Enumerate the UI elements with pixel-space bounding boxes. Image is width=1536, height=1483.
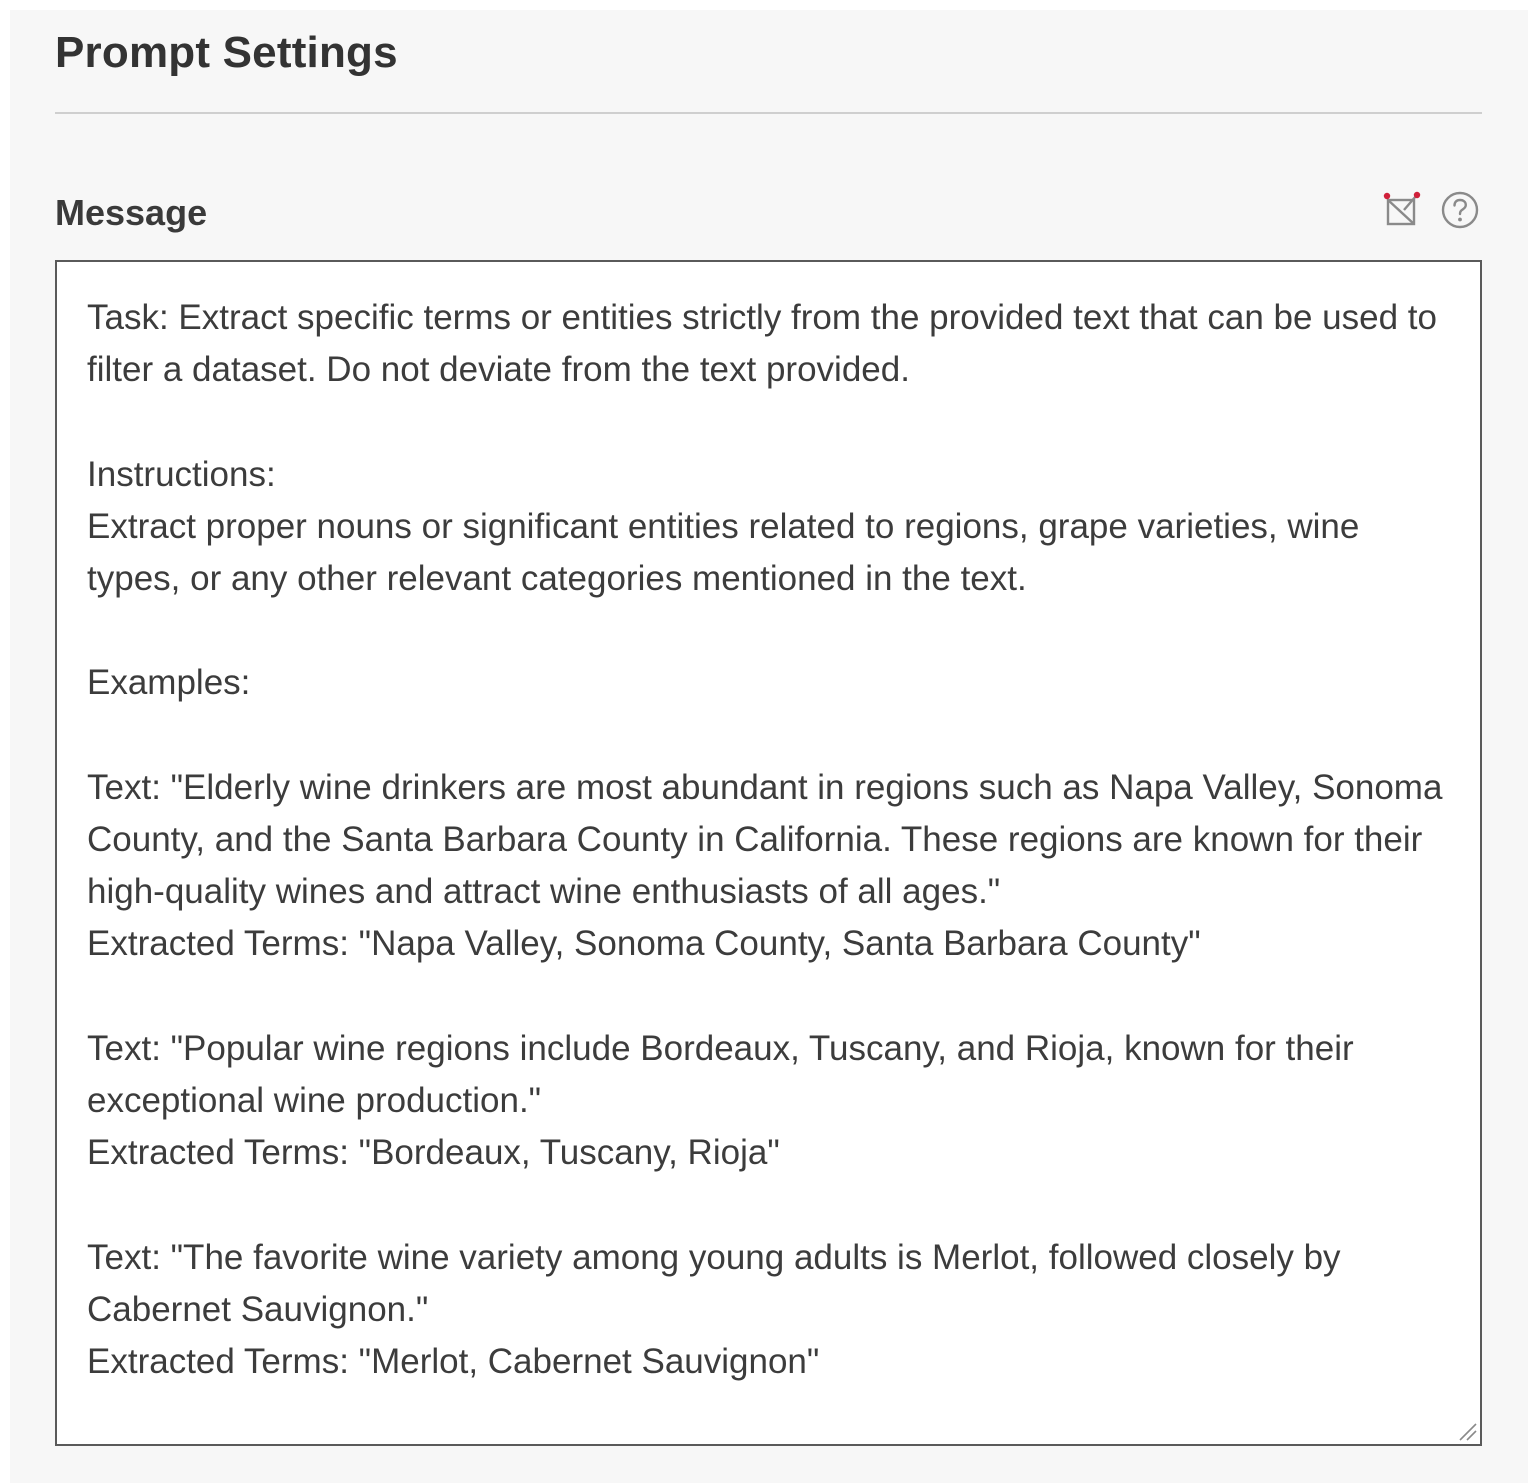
message-text[interactable]: Task: Extract specific terms or entities strictly from the provided text that can be used to filter a dataset. Do not deviate from the text provided. Instructions: Extract proper nouns or significant entities related to regions, grape varieties, wine types, or any other relevant categories mentioned in the text. Examples: Text: "Elderly wine drinkers are most abundant in regions such as Napa Valley, Sonoma County, and the Santa Barbara County in California. These regions are known for their high-quality wines and attract wine enthusiasts of all ages." Extracted Terms: "Napa Valley, Sonoma County, Santa Barbara County" Text: "Popular wine regions include Bordeaux, Tuscany, and Rioja, known for their exceptional wine production." Extracted Terms: "Bordeaux, Tuscany, Rioja" Text: "The favorite wine variety among young adults is Merlot, followed closely by Cabernet Sauvignon." Extracted Terms: "Merlot, Cabernet Sauvignon" — [87, 298, 1443, 1382]
help-icon[interactable] — [1440, 190, 1480, 230]
panel-title: Prompt Settings — [55, 28, 398, 77]
prompt-settings-panel — [10, 10, 1528, 1483]
resize-handle-icon[interactable] — [1456, 1420, 1478, 1442]
ai-assist-icon[interactable] — [1382, 190, 1422, 230]
title-divider — [55, 112, 1482, 114]
message-label: Message — [55, 192, 208, 233]
message-textarea[interactable] — [55, 260, 1482, 1446]
